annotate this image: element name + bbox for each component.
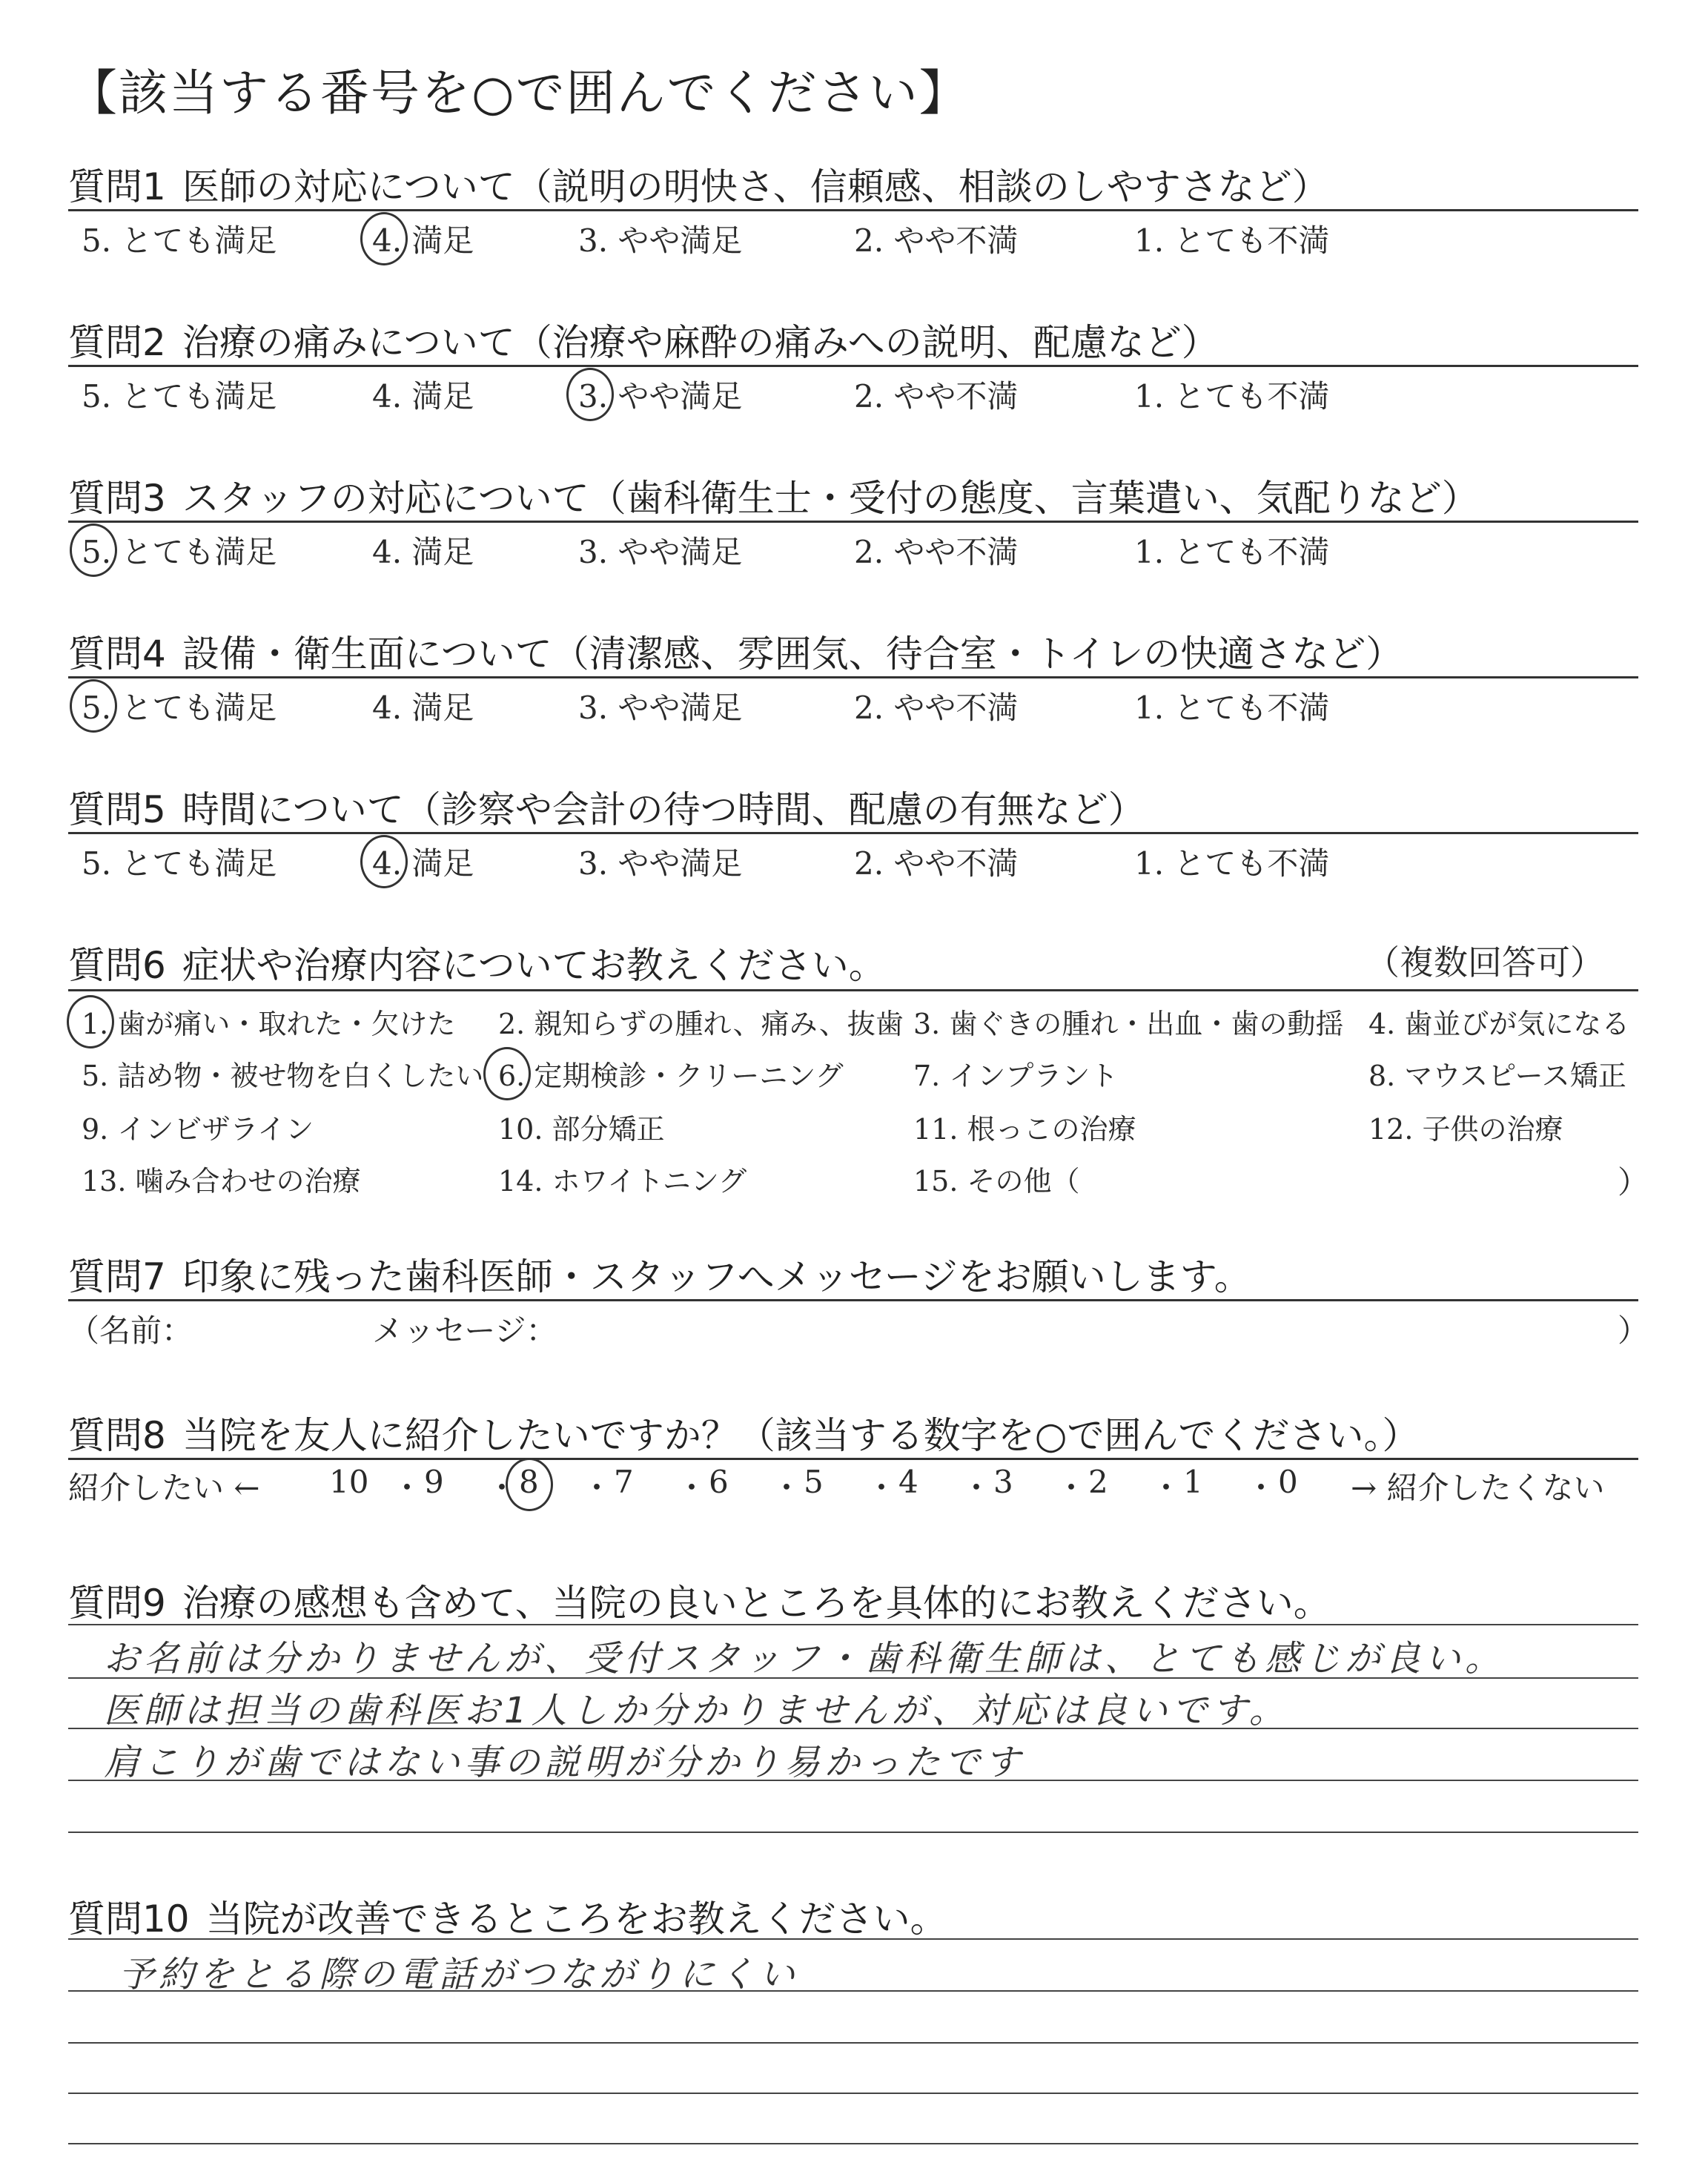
selection-circle — [70, 679, 117, 733]
rating-option-3[interactable]: 3. やや満足 — [578, 690, 743, 726]
rating-option-3[interactable]: 3. やや満足 — [578, 222, 743, 259]
handwritten-answer-line: 予約をとる際の電話がつながりにくい — [119, 1954, 800, 1995]
handwritten-answer-line: お名前は分かりませんが、受付スタッフ・歯科衛生師は、とても感じが良い。 — [104, 1638, 1506, 1680]
divider-line — [68, 1299, 1638, 1301]
question-number: 質問10 — [68, 1898, 190, 1941]
question-number: 質問6 — [68, 944, 166, 987]
selection-circle — [566, 368, 614, 421]
question-8 — [68, 1406, 1640, 1459]
rating-option-5[interactable]: 5. とても満足 — [82, 690, 277, 726]
rating-option-3[interactable]: 3. やや満足 — [578, 534, 743, 570]
symptom-option-15[interactable]: 15. その他（ — [913, 1165, 1080, 1198]
rating-option-1[interactable]: 1. とても不満 — [1134, 690, 1330, 726]
symptom-option-2[interactable]: 2. 親知らずの腫れ、痛み、抜歯 — [498, 1008, 904, 1040]
question-number: 質問2 — [68, 321, 166, 364]
rating-option-2[interactable]: 2. やや不満 — [854, 845, 1019, 882]
question-number: 質問7 — [68, 1255, 166, 1298]
rating-option-4[interactable]: 4. 満足 — [372, 222, 474, 259]
answer-line — [68, 2143, 1638, 2144]
recommend-score-2[interactable]: 2 — [1088, 1464, 1108, 1500]
symptom-option-3[interactable]: 3. 歯ぐきの腫れ・出血・歯の動揺 — [913, 1008, 1344, 1040]
rating-option-5[interactable]: 5. とても満足 — [82, 378, 277, 415]
symptom-option-1[interactable]: 1. 歯が痛い・取れた・欠けた — [82, 1008, 456, 1040]
divider-line — [68, 209, 1638, 211]
recommend-left-label: 紹介したい ← — [68, 1470, 260, 1506]
other-closing-paren: ） — [1618, 1164, 1649, 1200]
scale-separator: ・ — [391, 1470, 423, 1506]
divider-line — [68, 521, 1638, 523]
form-header: 【該当する番号を○で囲んでください】 — [68, 65, 970, 122]
handwritten-answer-line: 肩こりが歯ではない事の説明が分かり易かったです — [104, 1742, 1025, 1783]
message-label: メッセージ： — [372, 1312, 557, 1349]
symptom-option-12[interactable]: 12. 子供の治療 — [1368, 1113, 1563, 1146]
divider-line — [68, 989, 1638, 991]
selection-circle — [506, 1458, 553, 1511]
symptom-option-6[interactable]: 6. 定期検診・クリーニング — [498, 1060, 844, 1092]
question-5 — [68, 780, 1640, 833]
rating-option-4[interactable]: 4. 満足 — [372, 690, 474, 726]
divider-line — [68, 1458, 1638, 1460]
question-number: 質問8 — [68, 1414, 166, 1457]
scale-separator: ・ — [866, 1470, 898, 1506]
question-9 — [68, 1573, 1640, 1627]
question-text: 印象に残った歯科医師・スタッフへメッセージをお願いします。 — [182, 1255, 1251, 1298]
symptom-option-11[interactable]: 11. 根っこの治療 — [913, 1113, 1136, 1146]
scale-separator: ・ — [1245, 1470, 1277, 1506]
question-text: 設備・衛生面について（清潔感、雰囲気、待合室・トイレの快適さなど） — [182, 633, 1403, 676]
scale-separator: ・ — [581, 1470, 613, 1506]
rating-option-4[interactable]: 4. 満足 — [372, 378, 474, 415]
scale-separator: ・ — [676, 1470, 708, 1506]
recommend-score-7[interactable]: 7 — [614, 1464, 634, 1500]
question-3 — [68, 469, 1640, 522]
recommend-score-5[interactable]: 5 — [804, 1464, 824, 1500]
rating-option-4[interactable]: 4. 満足 — [372, 534, 474, 570]
selection-circle — [70, 524, 117, 577]
rating-option-1[interactable]: 1. とても不満 — [1134, 534, 1330, 570]
question-number: 質問5 — [68, 788, 166, 831]
question-number: 質問1 — [68, 165, 166, 208]
question-text: 当院が改善できるところをお教えください。 — [205, 1898, 947, 1941]
symptom-option-13[interactable]: 13. 噛み合わせの治療 — [82, 1165, 361, 1198]
rating-option-3[interactable]: 3. やや満足 — [578, 378, 743, 415]
rating-option-5[interactable]: 5. とても満足 — [82, 222, 277, 259]
question-number: 質問4 — [68, 633, 166, 676]
rating-option-1[interactable]: 1. とても不満 — [1134, 378, 1330, 415]
symptom-option-9[interactable]: 9. インビザライン — [82, 1113, 314, 1146]
scale-separator: ・ — [1056, 1470, 1088, 1506]
rating-option-2[interactable]: 2. やや不満 — [854, 690, 1019, 726]
scale-separator: ・ — [1151, 1470, 1182, 1506]
question-7 — [68, 1247, 1640, 1301]
rating-option-4[interactable]: 4. 満足 — [372, 845, 474, 882]
divider-line — [68, 676, 1638, 678]
scale-separator: ・ — [486, 1470, 518, 1506]
question-number: 質問3 — [68, 477, 166, 520]
symptom-option-5[interactable]: 5. 詰め物・被せ物を白くしたい — [82, 1060, 484, 1092]
rating-option-2[interactable]: 2. やや不満 — [854, 534, 1019, 570]
symptom-option-10[interactable]: 10. 部分矯正 — [498, 1113, 665, 1146]
rating-option-2[interactable]: 2. やや不満 — [854, 222, 1019, 259]
rating-option-1[interactable]: 1. とても不満 — [1134, 845, 1330, 882]
selection-circle — [67, 995, 114, 1048]
scale-separator: ・ — [961, 1470, 993, 1506]
recommend-score-1[interactable]: 1 — [1183, 1464, 1203, 1500]
name-label: （名前： — [68, 1312, 193, 1349]
question-10 — [68, 1889, 1640, 1943]
question-text: スタッフの対応について（歯科衛生士・受付の態度、言葉遣い、気配りなど） — [182, 477, 1479, 520]
multiple-answers-note: （複数回答可） — [1366, 942, 1604, 982]
selection-circle — [360, 212, 408, 265]
rating-option-3[interactable]: 3. やや満足 — [578, 845, 743, 882]
recommend-right-label: → 紹介したくない — [1351, 1470, 1605, 1506]
divider-line — [68, 365, 1638, 367]
symptom-option-8[interactable]: 8. マウスピース矯正 — [1368, 1060, 1626, 1092]
answer-line — [68, 2093, 1638, 2094]
question-text: 時間について（診察や会計の待つ時間、配慮の有無など） — [182, 788, 1145, 831]
question-text: 医師の対応について（説明の明快さ、信頼感、相談のしやすさなど） — [182, 165, 1329, 208]
recommend-score-6[interactable]: 6 — [709, 1464, 729, 1500]
question-text: 症状や治療内容についてお教えください。 — [182, 944, 886, 987]
recommend-score-0[interactable]: 0 — [1278, 1464, 1298, 1500]
symptom-option-4[interactable]: 4. 歯並びが気になる — [1368, 1008, 1630, 1040]
answer-line — [68, 2042, 1638, 2044]
divider-line — [68, 832, 1638, 834]
recommend-score-10[interactable]: 10 — [329, 1464, 369, 1500]
rating-option-1[interactable]: 1. とても不満 — [1134, 222, 1330, 259]
recommend-score-4[interactable]: 4 — [898, 1464, 918, 1500]
answer-line — [68, 1624, 1638, 1625]
rating-option-2[interactable]: 2. やや不満 — [854, 378, 1019, 415]
question-1 — [68, 157, 1640, 211]
recommend-score-8[interactable]: 8 — [519, 1464, 539, 1500]
recommend-score-3[interactable]: 3 — [993, 1464, 1013, 1500]
question-text: 治療の感想も含めて、当院の良いところを具体的にお教えください。 — [182, 1582, 1331, 1625]
answer-line — [68, 1832, 1638, 1833]
question-text: 治療の痛みについて（治療や麻酔の痛みへの説明、配慮など） — [182, 321, 1219, 364]
message-closing-paren: ） — [1618, 1312, 1649, 1349]
handwritten-answer-line: 医師は担当の歯科医お1人しか分かりませんが、対応は良いです。 — [104, 1690, 1289, 1731]
question-4 — [68, 624, 1640, 678]
question-text: 当院を友人に紹介したいですか？（該当する数字を○で囲んでください。） — [182, 1414, 1420, 1457]
rating-option-5[interactable]: 5. とても満足 — [82, 534, 277, 570]
symptom-option-7[interactable]: 7. インプラント — [913, 1060, 1119, 1092]
selection-circle — [483, 1047, 531, 1100]
scale-separator: ・ — [771, 1470, 803, 1506]
recommend-score-9[interactable]: 9 — [424, 1464, 444, 1500]
rating-option-5[interactable]: 5. とても満足 — [82, 845, 277, 882]
answer-line — [68, 1938, 1638, 1940]
selection-circle — [360, 835, 408, 888]
symptom-option-14[interactable]: 14. ホワイトニング — [498, 1165, 747, 1198]
question-number: 質問9 — [68, 1582, 166, 1625]
question-2 — [68, 313, 1640, 366]
